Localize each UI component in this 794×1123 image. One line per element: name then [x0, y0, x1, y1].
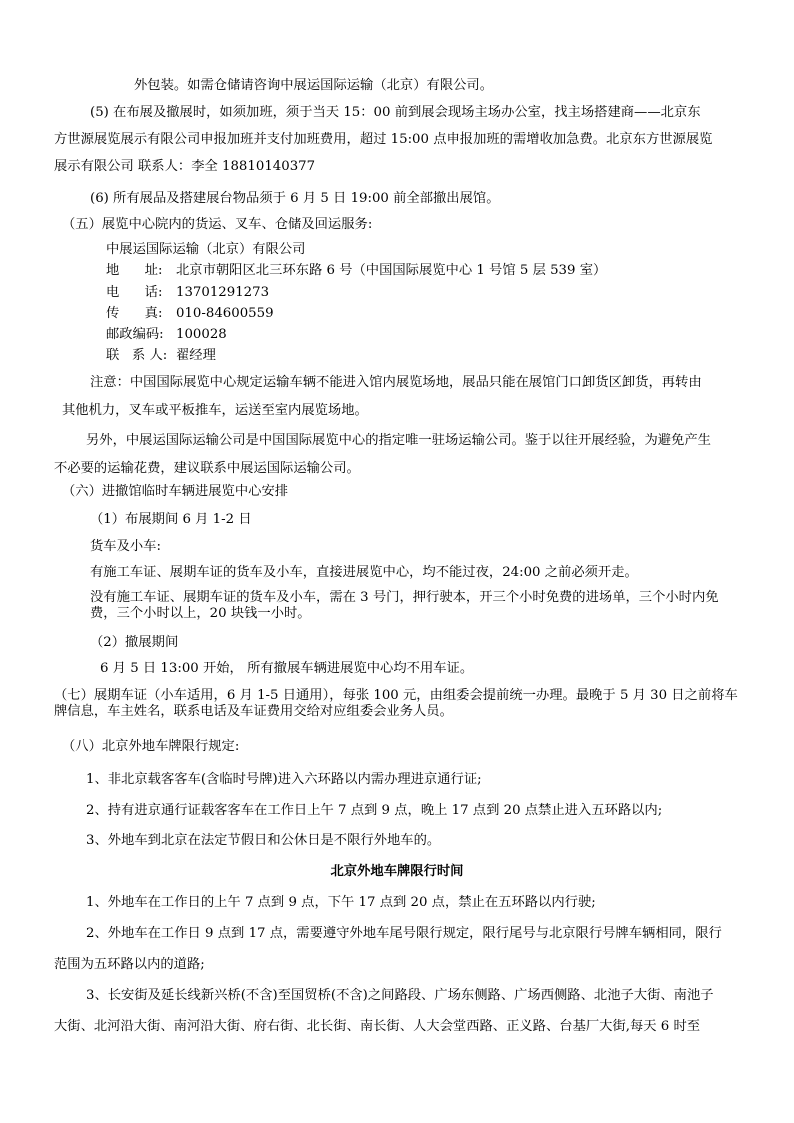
fax-row [106, 305, 274, 323]
section-title: 北京外地车牌限行时间 [330, 864, 464, 879]
para-text: 不必要的运输花费，建议联系中展运国际运输公司。 [54, 461, 360, 476]
para-text: 展示有限公司 联系人：李全 18810140377 [54, 159, 316, 174]
subheading: （1）布展期间 6 月 1-2 日 [90, 512, 252, 527]
para-text: 外包装。如需仓储请咨询中展运国际运输（北京）有限公司。 [134, 78, 494, 93]
para-text: (6) 所有展品及搭建展台物品须于 6 月 5 日 19:00 前全部撤出展馆。 [90, 191, 500, 206]
company-name: 中展运国际运输（北京）有限公司 [106, 242, 306, 257]
zip-row [106, 326, 227, 344]
para-text: 方世源展览展示有限公司申报加班并支付加班费用，超过 15:00 点申报加班的需增收加急费。北京东方世源展览 [54, 132, 713, 147]
address-label: 地 址: [106, 263, 163, 278]
para-text: 6 月 5 日 13:00 开始， 所有撤展车辆进展览中心均不用车证。 [100, 661, 474, 676]
para-text: (5) 在布展及撤展时，如须加班，须于当天 15：00 前到展会现场主场办公室，找主场搭建商——北京东 [90, 105, 701, 120]
address-row [106, 262, 606, 280]
list-item: 3、外地车到北京在法定节假日和公休日是不限行外地车的。 [86, 833, 441, 848]
contact-label: 联 系 人: [106, 348, 168, 363]
list-item: 2、持有进京通行证载客客车在工作日上午 7 点到 9 点，晚上 17 点到 20 点禁止进入五环路以内; [86, 803, 663, 818]
para-text: 没有施工车证、展期车证的货车及小车，需在 3 号门，押行驶本，开三个小时免费的进场单，三个小时内免费，三个小时以上，20 块钱一小时。 [90, 590, 719, 621]
section-heading: （五）展览中心院内的货运、叉车、仓储及回运服务: [62, 217, 373, 232]
phone-label: 电 话: [106, 285, 163, 300]
list-item: 1、非北京载客客车(含临时号牌)进入六环路以内需办理进京通行证; [86, 772, 482, 787]
phone-row [106, 284, 269, 302]
list-item: 3、长安街及延长线新兴桥(不含)至国贸桥(不含)之间路段、广场东侧路、广场西侧路、北池子大街、南池子 [86, 988, 714, 1003]
para-text: 另外，中展运国际运输公司是中国国际展览中心的指定唯一驻场运输公司。鉴于以往开展经验，为避免产生 [86, 433, 711, 448]
phone-value: 13701291273 [176, 285, 270, 300]
zip-label: 邮政编码: [106, 327, 164, 342]
list-item: 1、外地车在工作日的上午 7 点到 9 点，下午 17 点到 20 点，禁止在五环路以内行驶; [86, 895, 596, 910]
subheading: （2）撤展期间 [90, 635, 179, 650]
section-heading: （七）展期车证（小车适用，6 月 1-5 日通用），每张 100 元，由组委会提前统一办理。最晚于 5 月 30 日之前将车牌信息，车主姓名，联系电话及车证费用交给对应组委会业务人员。 [54, 688, 738, 719]
fax-label: 传 真: [106, 306, 163, 321]
address-value: 北京市朝阳区北三环东路 6 号（中国国际展览中心 1 号馆 5 层 539 室） [176, 263, 607, 278]
list-item: 大街、北河沿大街、南河沿大街、府右街、北长街、南长街、人大会堂西路、正义路、台基厂大街,每天 6 时至 [54, 1019, 701, 1034]
para-text: 有施工车证、展期车证的货车及小车，直接进展览中心，均不能过夜，24:00 之前必须开走。 [90, 565, 638, 580]
note-text: 其他机力，叉车或平板推车，运送至室内展览场地。 [62, 403, 368, 418]
fax-value: 010-84600559 [176, 306, 274, 321]
contact-value: 翟经理 [176, 348, 216, 363]
note-text: 注意：中国国际展览中心规定运输车辆不能进入馆内展览场地，展品只能在展馆门口卸货区卸货，再转由 [90, 375, 702, 390]
section-heading: （六）进撤馆临时车辆进展览中心安排 [62, 484, 289, 499]
para-text: 货车及小车: [90, 539, 161, 554]
zip-value: 100028 [176, 327, 227, 342]
list-item: 范围为五环路以内的道路; [54, 957, 205, 972]
list-item: 2、外地车在工作日 9 点到 17 点，需要遵守外地车尾号限行规定，限行尾号与北京限行号牌车辆相同，限行 [86, 926, 722, 941]
contact-row [106, 347, 216, 365]
section-heading: （八）北京外地车牌限行规定: [62, 739, 240, 754]
